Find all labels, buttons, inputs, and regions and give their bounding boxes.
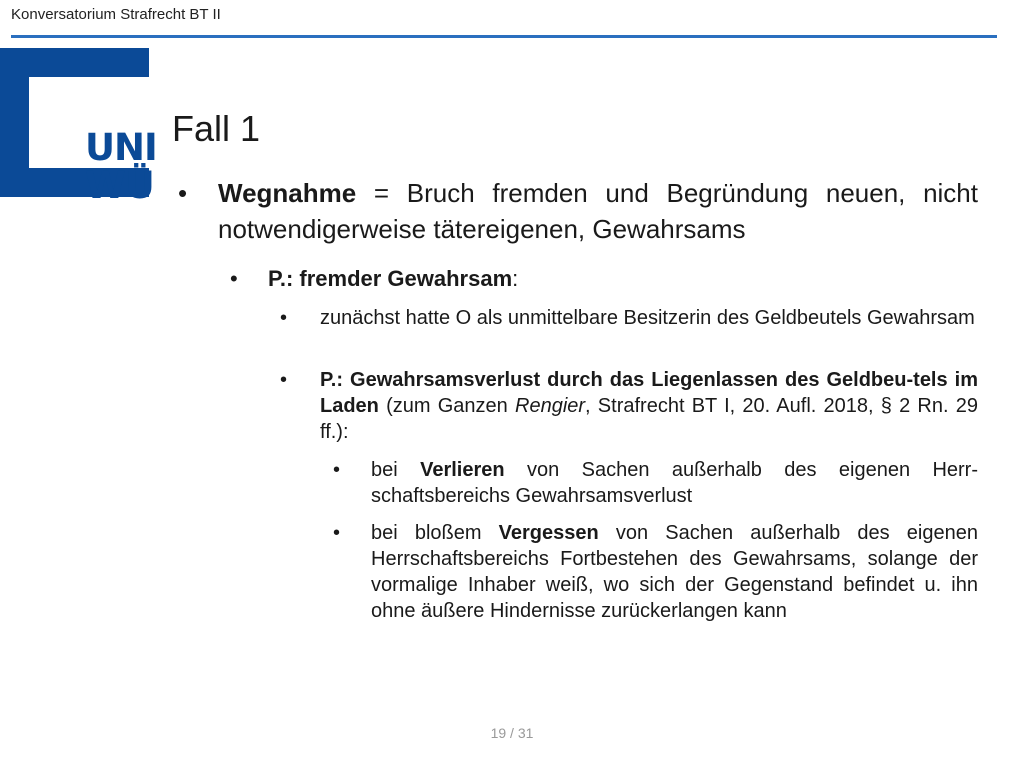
bullet-icon: • <box>178 178 188 208</box>
vergessen-post: von Sachen außerhalb des eigenen Herrschaftsbereichs Fortbestehen des Gewahrsams, solange der vormalige Inhaber weiß, wo sich der Gegenstand befindet u. ihn ohne äußere Hindernisse zurückerlangen kann <box>371 522 978 622</box>
verlieren-post: von Sachen außerhalb des eigenen Herr-schaftsbereichs Gewahrsamsverlust <box>371 459 979 507</box>
logo-line-2: WÜ <box>85 164 154 207</box>
bullet-icon: • <box>280 307 288 329</box>
definition-text: = Bruch fremden und Begründung neuen, nicht notwendigerweise tätereigenen, Gewahrsams <box>218 178 978 244</box>
citation-pre: (zum Ganzen <box>378 395 515 417</box>
citation-post: , Strafrecht BT I, 20. Aufl. 2018, § 2 Rn. 29 ff.): <box>320 395 978 443</box>
bullet-icon: • <box>280 369 288 391</box>
term-vergessen: Vergessen <box>498 522 599 544</box>
page-number: 19 / 31 <box>490 725 534 741</box>
bullet-besitzerin <box>280 305 978 331</box>
bullet-wegnahme <box>178 175 978 247</box>
bullet-icon: • <box>333 459 341 481</box>
bullet-verlieren <box>333 457 979 509</box>
university-logo <box>0 48 157 207</box>
logo-text <box>85 126 157 207</box>
verlieren-pre: bei <box>371 459 421 481</box>
term-fremder-gewahrsam: P.: fremder Gewahrsam <box>268 266 513 291</box>
citation-author: Rengier <box>515 395 586 417</box>
bullet-icon: • <box>230 266 238 291</box>
vergessen-pre: bei bloßem <box>371 522 499 544</box>
colon-text: : <box>512 266 519 291</box>
term-verlieren: Verlieren <box>420 459 505 481</box>
header-rule <box>11 35 997 38</box>
bullet-fremder-gewahrsam <box>230 265 978 293</box>
bullet-icon: • <box>333 522 341 544</box>
besitzerin-text: zunächst hatte O als unmittelbare Besitzerin des Geldbeutels Gewahrsam <box>320 307 975 329</box>
bullet-vergessen <box>333 520 978 624</box>
term-wegnahme: Wegnahme <box>218 178 357 208</box>
logo-line-1: UNI <box>85 126 157 169</box>
header-title: Konversatorium Strafrecht BT II <box>11 6 221 23</box>
term-gewahrsamsverlust: P.: Gewahrsamsverlust durch das Liegenlassen des Geldbeu-tels im Laden <box>320 369 978 417</box>
slide-title: Fall 1 <box>172 108 261 149</box>
bullet-gewahrsamsverlust <box>280 367 978 445</box>
